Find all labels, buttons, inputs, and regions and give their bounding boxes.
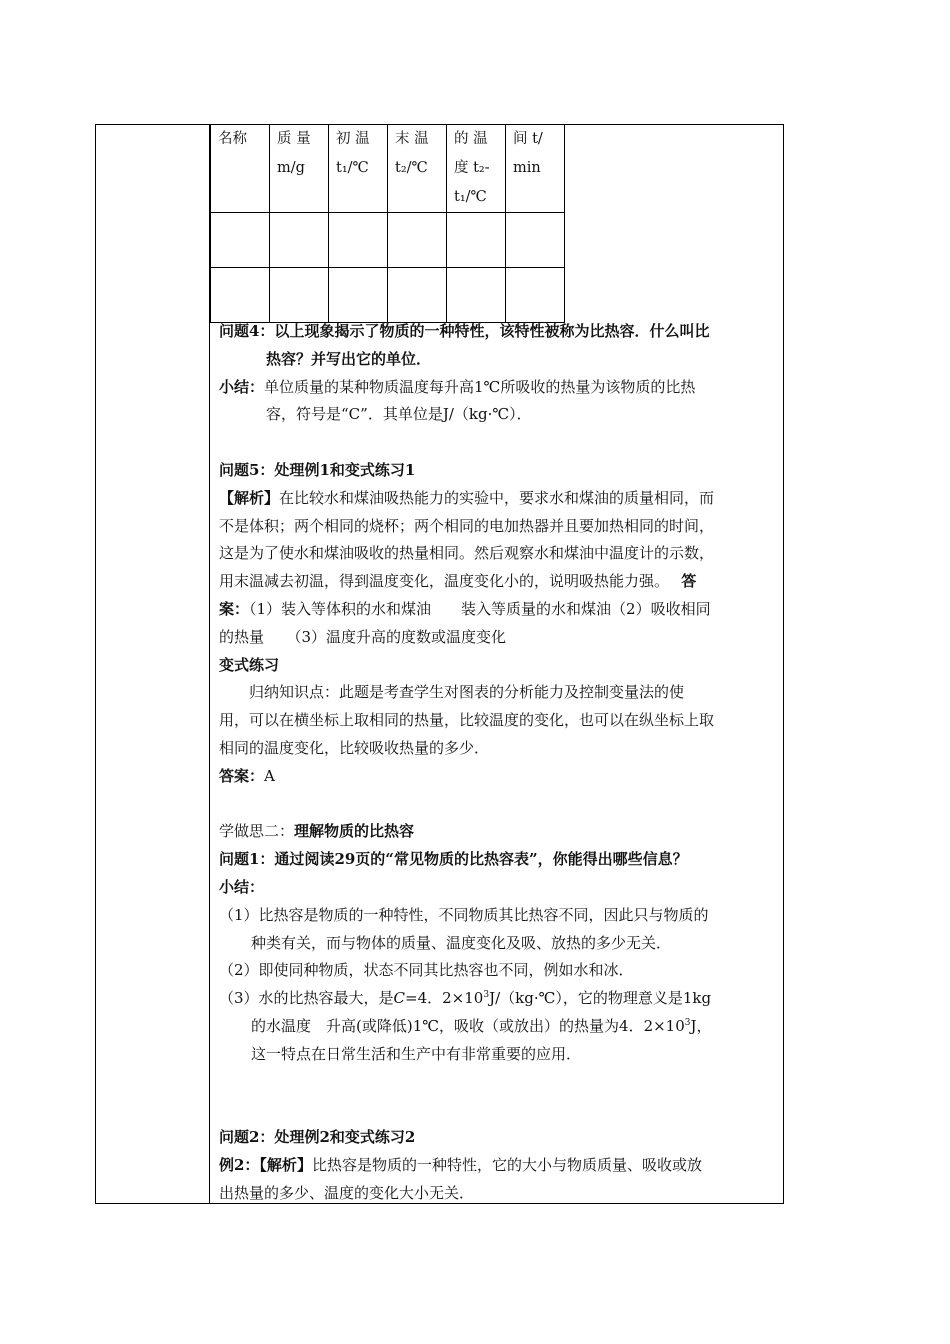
section2-summary-label: 小结： <box>219 877 265 896</box>
q2-title: 问题2：处理例2和变式练习2 <box>219 1128 416 1147</box>
table-cell <box>388 213 447 268</box>
table-cell <box>329 213 388 268</box>
item1-line1: （1）比热容是物质的一种特性，不同物质其比热容不同，因此只与物质的 <box>219 905 709 924</box>
header-initial-temp: 初 温 t₁/℃ <box>329 125 388 213</box>
q5-title: 问题5：处理例1和变式练习1 <box>219 460 416 479</box>
q5-answer-line1: 案：（1）装入等体积的水和煤油 装入等质量的水和煤油（2）吸收相同 <box>219 599 711 618</box>
item3-line3: 这一特点在日常生活和生产中有非常重要的应用． <box>251 1044 582 1063</box>
variant-line3: 相同的温度变化，比较吸收热量的多少． <box>219 738 490 757</box>
header-mass: 质 量 m/g <box>270 125 329 213</box>
header-name: 名称 <box>211 125 270 213</box>
q4-question-line2: 热容？并写出它的单位． <box>266 349 432 368</box>
summary-label: 小结： <box>219 377 265 396</box>
item2: （2）即使同种物质，状态不同其比热容也不同，例如水和冰． <box>219 961 634 980</box>
table-cell <box>270 268 329 323</box>
q5-analysis-line4: 用末温减去初温，得到温度变化，温度变化小的，说明吸热能力强。 答 <box>219 572 697 591</box>
answer2: 答案：A <box>219 766 275 785</box>
experiment-table <box>210 124 565 323</box>
q5-analysis-line1: 【解析】在比较水和煤油吸热能力的实验中，要求水和煤油的质量相同，而 <box>219 488 715 507</box>
q5-analysis-line2: 不是体积；两个相同的烧杯；两个相同的电加热器并且要加热相同的时间， <box>219 516 715 535</box>
q4-summary-line2: 容，符号是“C”．其单位是J/（kg·℃）． <box>266 405 532 424</box>
item3-line1: （3）水的比热容最大，是C=4．$2\times 10^3J/(kg\cdot℃)$，它的物理意义是1kg <box>219 989 712 1008</box>
table-cell <box>329 268 388 323</box>
q4-question-line1: 问题4：以上现象揭示了物质的一种特性，该特性被称为比热容．什么叫比 <box>219 322 710 340</box>
analysis-label: 【解析】 <box>219 488 280 507</box>
q2-line1: 例2：【解析】比热容是物质的一种特性，它的大小与物质质量、吸收或放 <box>219 1155 702 1174</box>
variant-line2: 用，可以在横坐标上取相同的热量，比较温度的变化，也可以在纵坐标上取 <box>219 711 715 730</box>
table-cell <box>211 213 270 268</box>
table-cell <box>447 213 506 268</box>
left-column <box>95 124 210 1204</box>
table-cell <box>506 268 565 323</box>
table-cell <box>211 268 270 323</box>
header-temp-change: 的 温 度 t₂- t₁/℃ <box>447 125 506 213</box>
table-cell <box>388 268 447 323</box>
q2-line2: 出热量的多少、温度的变化大小无关． <box>219 1183 475 1202</box>
table-cell <box>270 213 329 268</box>
section2-q1: 问题1：通过阅读29页的“常见物质的比热容表”，你能得出哪些信息？ <box>219 850 688 869</box>
q5-analysis-line3: 这是为了使水和煤油吸收的热量相同。然后观察水和煤油中温度计的示数， <box>219 544 715 563</box>
q5-answer-line2: 的热量 （3）温度升高的度数或温度变化 <box>219 627 507 646</box>
item3-line2: 的水温度 升高(或降低)1℃，吸收（或放出）的热量为4．$2\times 10^3J$， <box>251 1016 712 1035</box>
item1-line2: 种类有关，而与物体的质量、温度变化及吸、放热的多少无关． <box>251 933 672 952</box>
table-cell <box>506 213 565 268</box>
q4-summary-line1: 小结：单位质量的某种物质温度每升高1℃所吸收的热量为该物质的比热 <box>219 377 696 396</box>
table-cell <box>447 268 506 323</box>
content-body <box>219 318 779 1208</box>
variant-title: 变式练习 <box>219 655 280 674</box>
section2-title: 学做思二：理解物质的比热容 <box>219 822 415 841</box>
variant-line1: 归纳知识点：此题是考查学生对图表的分析能力及控制变量法的使 <box>249 683 685 702</box>
header-time: 间 t/ min <box>506 125 565 213</box>
header-final-temp: 末 温 t₂/℃ <box>388 125 447 213</box>
